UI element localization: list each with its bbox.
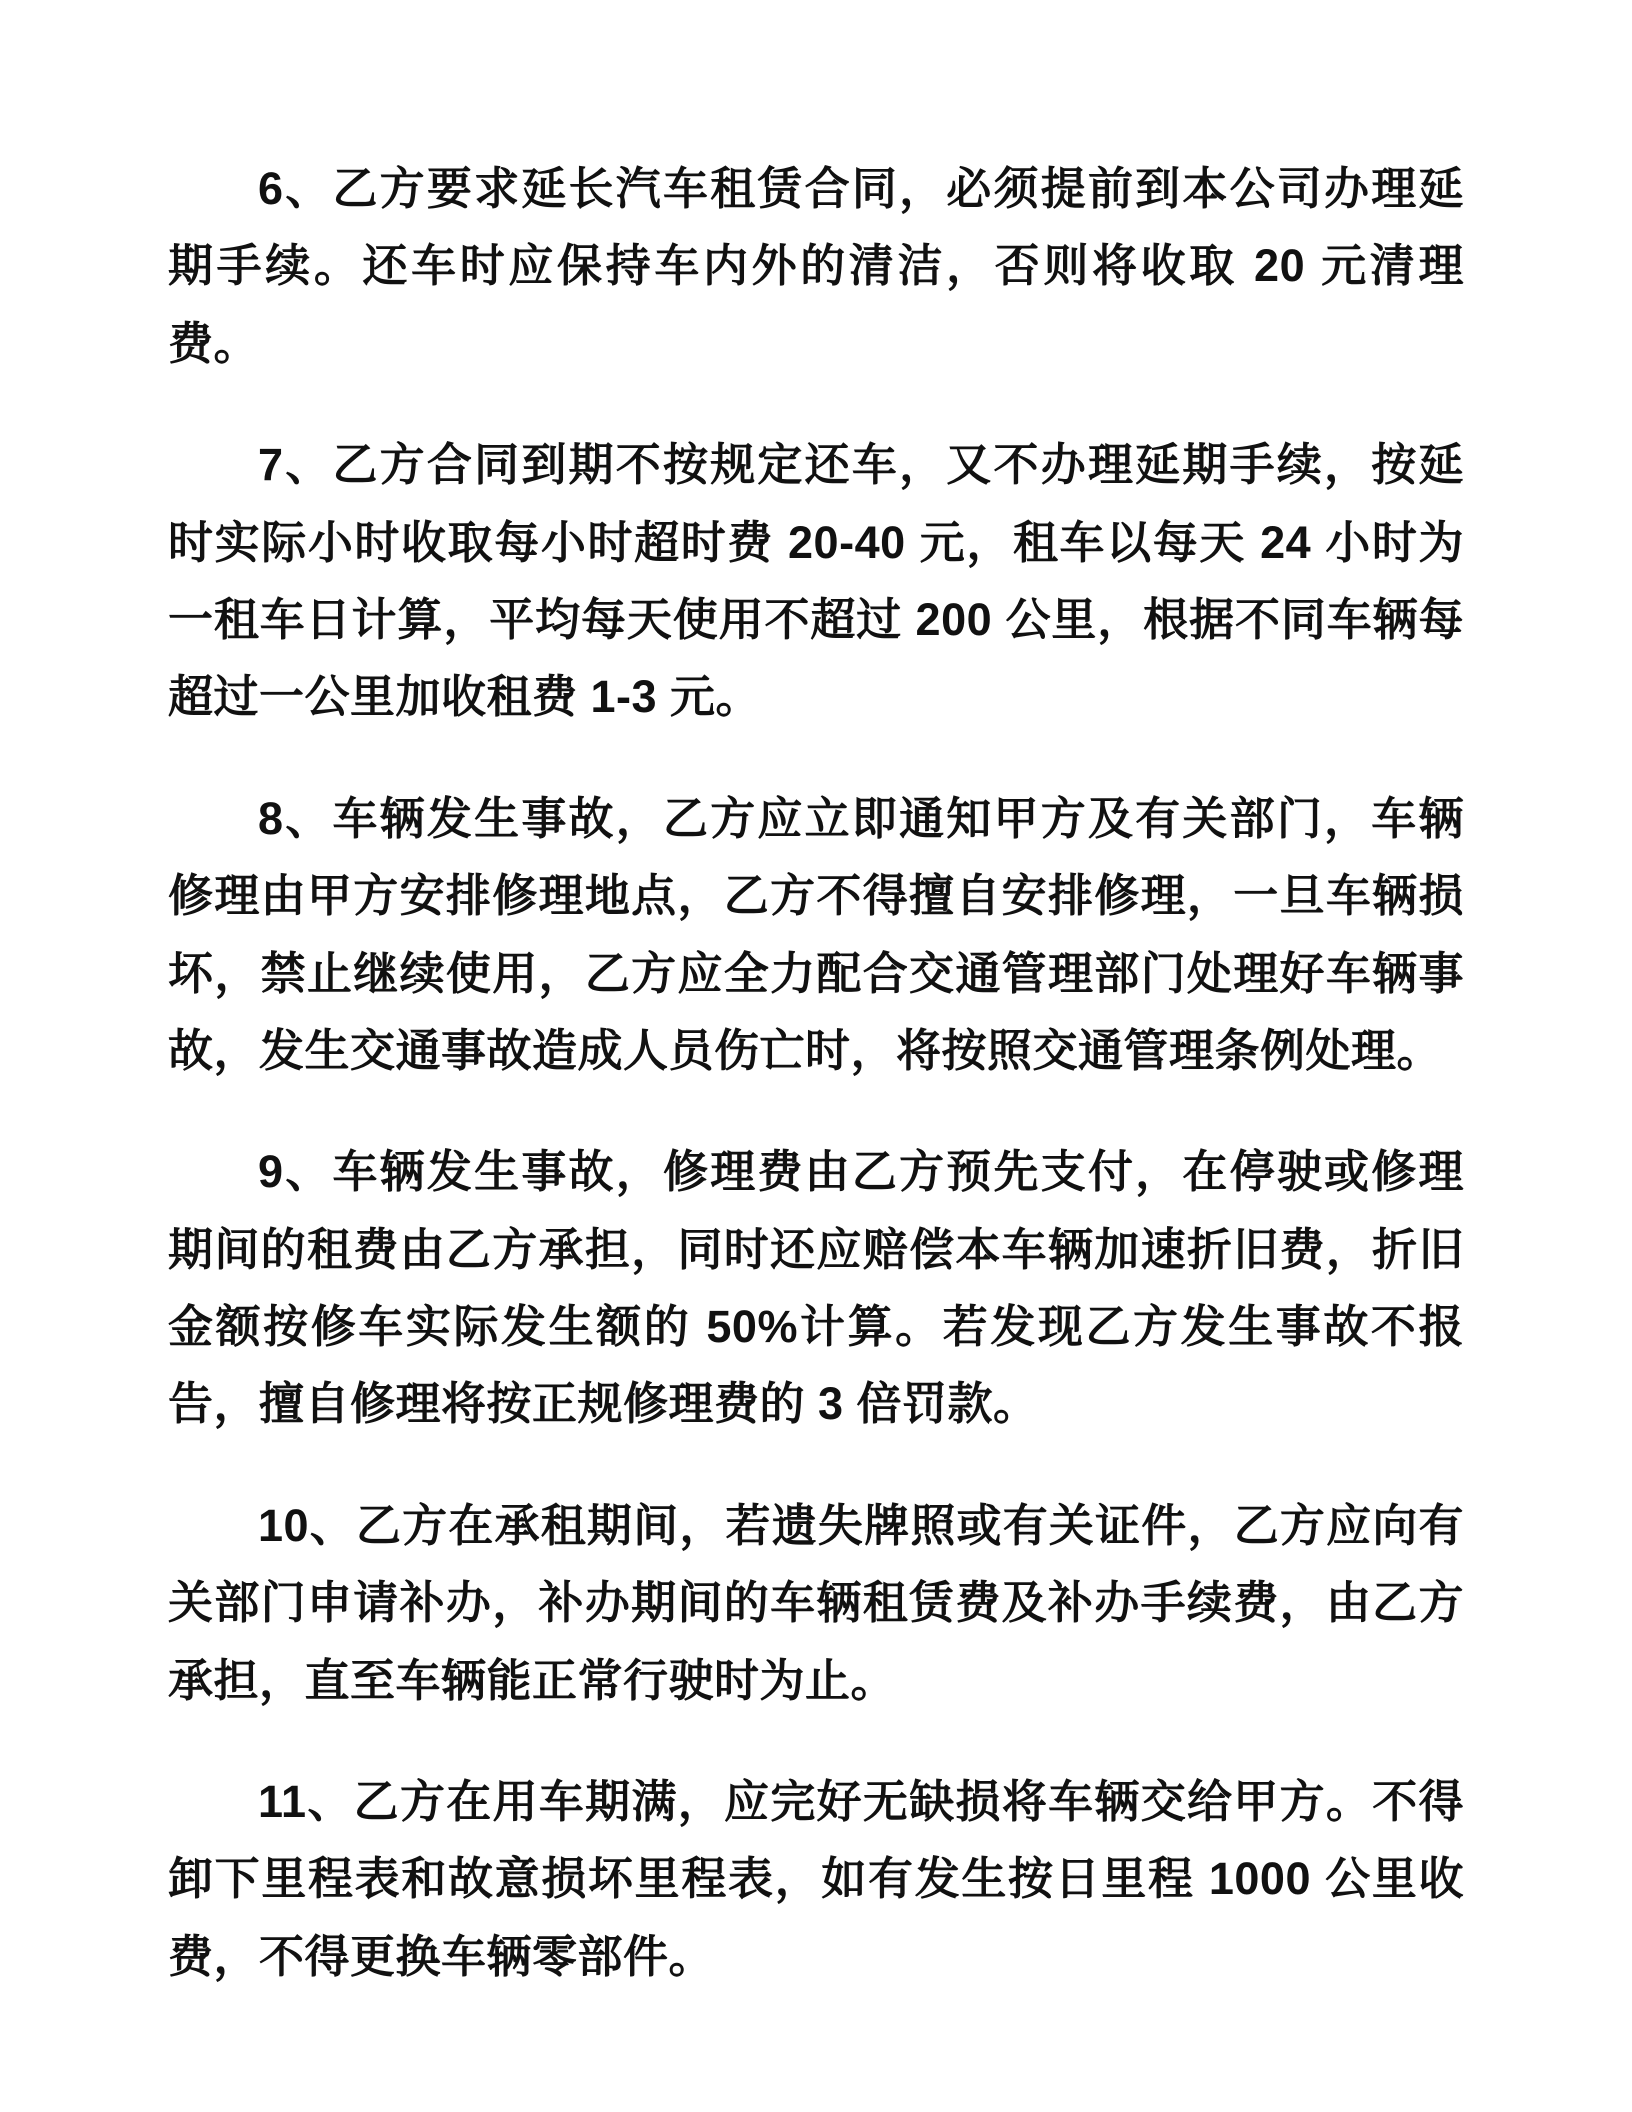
contract-clause-8: 8、车辆发生事故，乙方应立即通知甲方及有关部门，车辆修理由甲方安排修理地点，乙方不得擅自安排修理，一旦车辆损坏，禁止继续使用，乙方应全力配合交通管理部门处理好车辆事故，发生交通事故造成人员伤亡时，将按照交通管理条例处理。 [168,792,1464,1076]
contract-clause-6: 6、乙方要求延长汽车租赁合同，必须提前到本公司办理延期手续。还车时应保持车内外的清洁，否则将收取 20 元清理费。 [168,163,1464,369]
contract-clause-10: 10、乙方在承租期间，若遗失牌照或有关证件，乙方应向有关部门申请补办，补办期间的车辆租赁费及补办手续费，由乙方承担，直至车辆能正常行驶时为止。 [168,1499,1464,1706]
contract-clause-7: 7、乙方合同到期不按规定还车，又不办理延期手续，按延时实际小时收取每小时超时费 20-40 元，租车以每天 24 小时为一租车日计算，平均每天使用不超过 200 公里，根据不同车辆每超过一公里加收租费 1-3 元。 [168,439,1464,723]
contract-clause-9: 9、车辆发生事故，修理费由乙方预先支付，在停驶或修理期间的租费由乙方承担，同时还应赔偿本车辆加速折旧费，折旧金额按修车实际发生额的 50%计算。若发现乙方发生事故不报告，擅自修理将按正规修理费的 3 倍罚款。 [168,1146,1464,1430]
contract-clause-11: 11、乙方在用车期满，应完好无缺损将车辆交给甲方。不得卸下里程表和故意损坏里程表，如有发生按日里程 1000 公里收费，不得更换车辆零部件。 [168,1776,1464,1982]
contract-body [168,150,1464,1995]
